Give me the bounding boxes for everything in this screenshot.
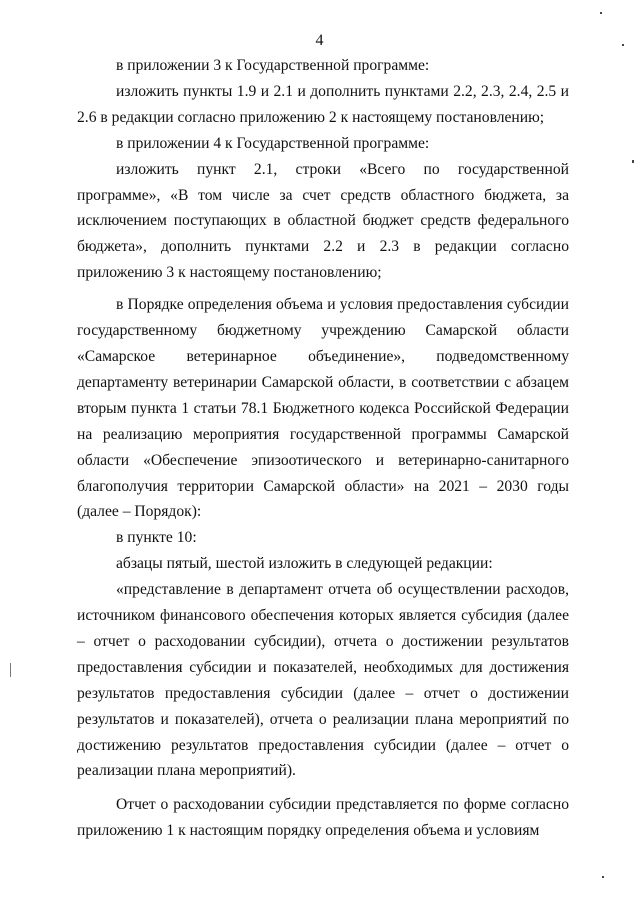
scan-speck [602, 876, 604, 878]
document-body [77, 53, 569, 844]
scan-speck [600, 12, 602, 14]
scan-speck [632, 160, 634, 163]
paragraph-appendix-4-heading: в приложении 4 к Государственной программе: [116, 134, 430, 152]
paragraph-appendix-3-change: изложить пункты 1.9 и 2.1 и дополнить пунктами 2.2, 2.3, 2.4, 2.5 и 2.6 в редакции согласно приложению 2 к настоящему постановлению; [77, 82, 569, 126]
paragraph-subclauses-heading: абзацы пятый, шестой изложить в следующей редакции: [116, 555, 493, 573]
paragraph-appendix-4-change: изложить пункт 2.1, строки «Всего по государственной программе», «В том числе за счет средств областного бюджета, за исключением поступающих в областной бюджет средств федерального бюджета», дополнить пунктами 2.2 и 2.3 в редакции согласно приложению 3 к настоящему постановлению; [77, 160, 569, 282]
page-number: 4 [315, 32, 324, 49]
paragraph-clause-10: в пункте 10: [116, 529, 197, 547]
scan-speck [622, 44, 624, 46]
paragraph-appendix-3-heading: в приложении 3 к Государственной программе: [116, 57, 430, 74]
paragraph-procedure-intro: в Порядке определения объема и условия предоставления субсидии государственному бюджетному учреждению Самарской области «Самарское ветеринарное объединение», подведомственному департаменту ветеринарии Самарской области, в соответствии с абзацем вторым пункта 1 статьи 78.1 Бюджетного кодекса Российской Федерации на реализацию мероприятия государственной программы Самарской области «Обеспечение эпизоотического и ветеринарно-санитарного благополучия территории Самарской области» на 2021 – 2030 годы (далее – Порядок): [77, 296, 569, 521]
paragraph-reporting-requirements: «представление в департамент отчета об осуществлении расходов, источником финансового обеспечения которых является субсидия (далее – отчет о расходовании субсидии), отчета о достижении результатов предоставления субсидии и показателей, необходимых для достижения результатов предоставления субсидии (далее – отчет о достижении результатов и показателей), отчета о реализации плана мероприятий по достижению результатов предоставления субсидии (далее – отчет о реализации плана мероприятий). [77, 581, 569, 780]
paragraph-expense-report: Отчет о расходовании субсидии представляется по форме согласно приложению 1 к настоящим порядку определения объема и условиям [77, 796, 569, 840]
scan-speck [10, 663, 11, 677]
